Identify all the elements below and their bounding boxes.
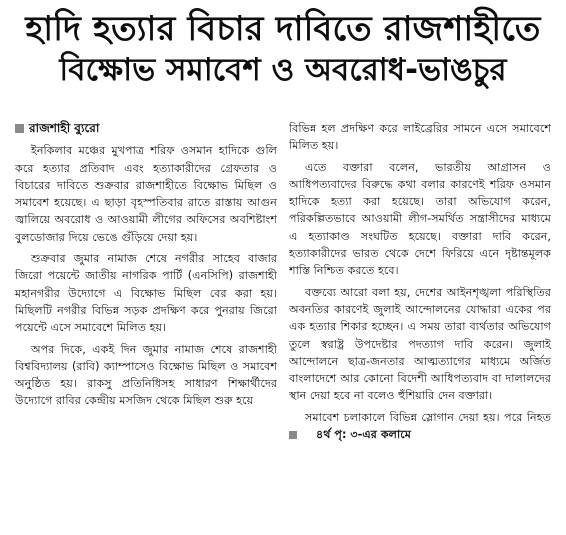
article-column-left (15, 120, 277, 530)
paragraph: বিভিন্ন হল প্রদক্ষিণ করে লাইব্রেরির সামনে এসে সমাবেশে মিলিত হয়। (289, 122, 551, 153)
paragraph: শুক্রবার জুমার নামাজ শেষে নগরীর সাহেব বাজার জিরো পয়েন্টে জাতীয় নাগরিক পার্টি (এনসিপি) রাজশাহী মহানগরীর উদ্যোগে এ বিক্ষোভ মিছিল বের করা হয়। মিছিলটি নগরীর বিভিন্ন সড়ক প্রদক্ষিণ করে পুনরায় জিরো পয়েন্টে এসে সমাবেশে মিলিত হয়। (15, 252, 277, 335)
headline (0, 8, 566, 90)
paragraph: বক্তব্যে আরো বলা হয়, দেশের আইনশৃঙ্খলা পরিস্থিতির অবনতির কারণেই জুলাই আন্দোলনের যোদ্ধারা একের পর এক হত্যার শিকার হচ্ছেন। এ সময় তারা ব্যর্থতার অভিযোগ তুলে স্বরাষ্ট্র উপদেষ্টার পদত্যাগ দাবি করেন। জুলাই আন্দোলনে ছাত্র-জনতার আত্মত্যাগের মাধ্যমে অর্জিত বাংলাদেশে আর কোনো বিদেশী আধিপত্যবাদ বা দালালদের স্থান দেয়া হবে না বলেও হুঁশিয়ারি দেন বক্তারা। (289, 285, 551, 403)
headline-line-1: হাদি হত্যার বিচার দাবিতে রাজশাহীতে (25, 9, 541, 49)
paragraph: ইনকিলাব মঞ্চের মুখপাত্র শরিফ ওসমান হাদিকে গুলি করে হত্যার প্রতিবাদ এবং হত্যাকারীদের গ্রেফতার ও বিচারের দাবিতে শুক্রবার রাজশাহীতে বিক্ষোভ মিছিল ও সমাবেশ হয়েছে। এ ছাড়া বৃহস্পতিবার রাতে রাস্তায় আগুন জ্বালিয়ে অবরোধ ও আওয়ামী লীগের অফিসের অবশিষ্টাংশ বুলডোজার দিয়ে ভেঙে গুঁড়িয়ে দেয়া হয়। (15, 144, 277, 244)
paragraph: অপর দিকে, একই দিন জুমার নামাজ শেষে রাজশাহী বিশ্ববিদ্যালয় (রাবি) ক্যাম্পাসেও বিক্ষোভ মিছিল ও সমাবেশ অনুষ্ঠিত হয়। রাকসু প্রতিনিধিসহ সাধারণ শিক্ষার্থীদের উদ্যোগে রাবির কেন্দ্রীয় মসজিদ থেকে মিছিল শুরু হয়ে (15, 342, 277, 408)
continued-on-text: ৪র্থ পৃ: ৩-এর কলামে (316, 428, 411, 442)
square-bullet-icon (289, 431, 297, 439)
byline-text: রাজশাহী ব্যুরো (29, 121, 100, 135)
headline-line-2: বিক্ষোভ সমাবেশ ও অবরোধ-ভাঙচুর (59, 52, 507, 88)
paragraph-final (289, 409, 551, 444)
byline (15, 120, 277, 137)
square-bullet-icon (15, 124, 24, 133)
article-column-right (289, 120, 551, 530)
paragraph: এতে বক্তারা বলেন, ভারতীয় আগ্রাসন ও আধিপত্যবাদের বিরুদ্ধে কথা বলার কারণেই শরিফ ওসমান হাদিকে হত্যা করা হয়েছে। তারা অভিযোগ করেন, পরিকল্পিতভাবে আওয়ামী লীগ-সমর্থিত সন্ত্রাসীদের মাধ্যমে এ হত্যাকাণ্ড সংঘটিত হয়েছে। বক্তারা দাবি করেন, হত্যাকারীদের ভারত থেকে দেশে ফিরিয়ে এনে দৃষ্টান্তমূলক শাস্তি নিশ্চিত করতে হবে। (289, 160, 551, 278)
paragraph-text: সমাবেশ চলাকালে বিভিন্ন স্লোগান দেয়া হয়। পরে নিহত (305, 410, 551, 424)
continued-on-marker (289, 426, 411, 443)
